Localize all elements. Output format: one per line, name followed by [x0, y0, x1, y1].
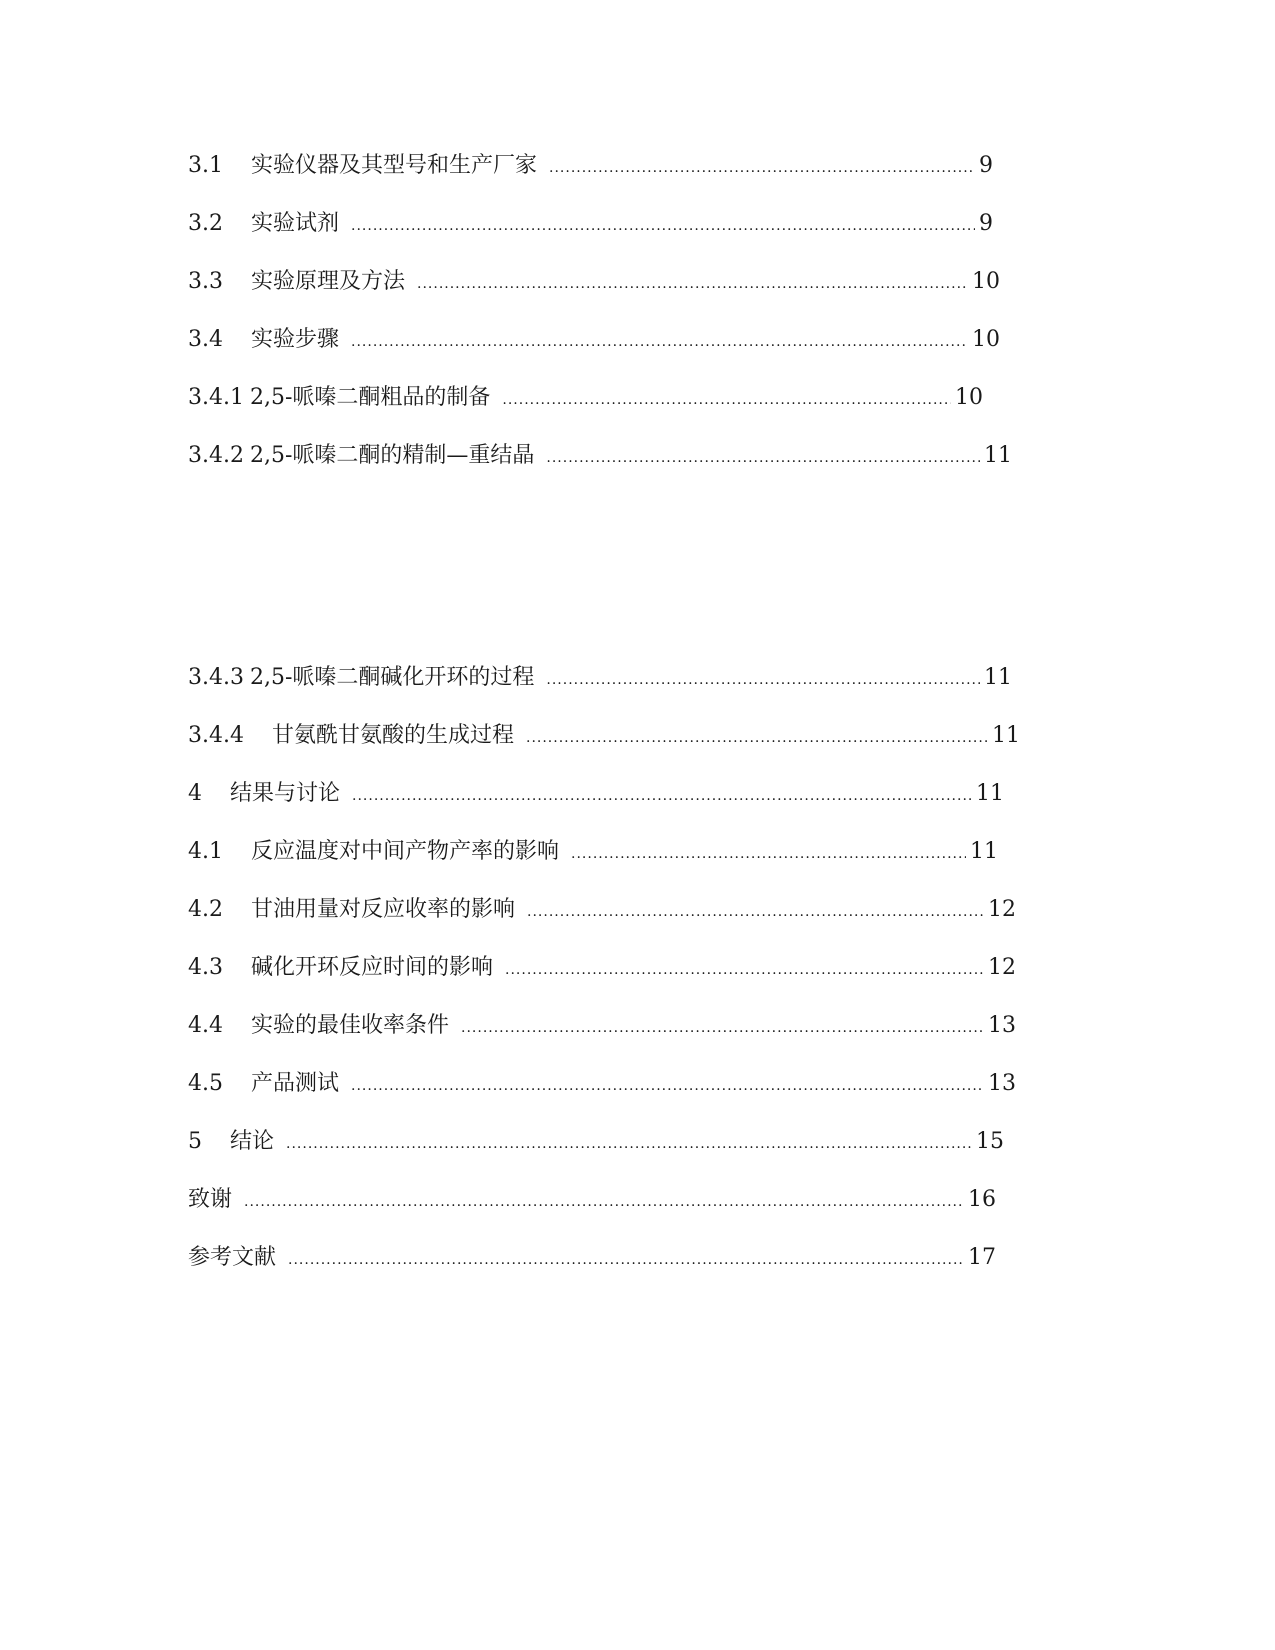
toc-entry[interactable] [188, 1058, 1016, 1098]
toc-entry-number: 3.4.1 [188, 385, 244, 410]
toc-entry[interactable] [188, 768, 1004, 808]
dot-leader [351, 333, 968, 351]
toc-entry-title: 结论 [230, 1129, 275, 1154]
dot-leader [288, 1251, 964, 1269]
dot-leader [571, 845, 966, 863]
toc-entry-page-number: 11 [976, 781, 1004, 806]
toc-entry-number: 4.2 [188, 897, 223, 922]
toc-entry-title: 结果与讨论 [230, 781, 341, 806]
toc-entry-title: 实验步骤 [251, 327, 340, 352]
toc-entry-number: 3.4.2 [188, 443, 244, 468]
dot-leader [527, 903, 984, 921]
toc-entry-page-number: 13 [988, 1013, 1016, 1038]
toc-entry-number: 3.4.3 [188, 665, 244, 690]
toc-entry-page-number: 16 [968, 1187, 996, 1212]
toc-entry-number: 4.5 [188, 1071, 223, 1096]
toc-entry-title: 参考文献 [188, 1245, 277, 1270]
toc-entry-page-number: 9 [979, 153, 993, 178]
toc-entry-title: 碱化开环反应时间的影响 [251, 955, 494, 980]
toc-entry-title: 2,5-哌嗪二酮的精制—重结晶 [249, 443, 535, 468]
toc-entry-title: 产品测试 [251, 1071, 340, 1096]
toc-entry-page-number: 12 [988, 897, 1016, 922]
toc-entry-number: 3.2 [188, 211, 223, 236]
toc-entry-number: 3.3 [188, 269, 223, 294]
dot-leader [352, 787, 972, 805]
toc-entry-page-number: 10 [972, 269, 1000, 294]
toc-entry[interactable] [188, 372, 983, 412]
dot-leader [546, 449, 980, 467]
toc-entry[interactable] [188, 942, 1016, 982]
toc-entry-page-number: 10 [972, 327, 1000, 352]
dot-leader [526, 729, 988, 747]
toc-entry-title: 甘油用量对反应收率的影响 [251, 897, 516, 922]
toc-entry-page-number: 10 [955, 385, 983, 410]
dot-leader [505, 961, 984, 979]
toc-entry-title: 实验仪器及其型号和生产厂家 [251, 153, 538, 178]
toc-entry[interactable] [188, 884, 1016, 924]
toc-entry[interactable] [188, 430, 1012, 470]
dot-leader [502, 391, 951, 409]
toc-entry-page-number: 11 [992, 723, 1020, 748]
toc-entry-number: 4.3 [188, 955, 223, 980]
toc-entry[interactable] [188, 1000, 1016, 1040]
toc-entry-page-number: 11 [984, 665, 1012, 690]
toc-entry-page-number: 9 [979, 211, 993, 236]
toc-entry[interactable] [188, 826, 998, 866]
toc-entry-number: 3.1 [188, 153, 223, 178]
dot-leader [351, 217, 975, 235]
toc-entry-number: 4 [188, 781, 202, 806]
toc-entry-number: 3.4.4 [188, 723, 244, 748]
toc-entry-page-number: 12 [988, 955, 1016, 980]
toc-entry-page-number: 11 [970, 839, 998, 864]
dot-leader [546, 671, 980, 689]
toc-entry[interactable] [188, 140, 993, 180]
toc-entry-number: 3.4 [188, 327, 223, 352]
dot-leader [461, 1019, 984, 1037]
dot-leader [286, 1135, 972, 1153]
toc-entry-page-number: 13 [988, 1071, 1016, 1096]
toc-entry-title: 致谢 [188, 1187, 233, 1212]
toc-entry[interactable] [188, 1116, 1004, 1156]
toc-entry[interactable] [188, 1174, 996, 1214]
toc-entry-title: 甘氨酰甘氨酸的生成过程 [271, 723, 514, 748]
toc-entry-number: 5 [188, 1129, 202, 1154]
toc-entry[interactable] [188, 1232, 996, 1272]
dot-leader [351, 1077, 984, 1095]
toc-entry[interactable] [188, 314, 1000, 354]
toc-entry-title: 实验试剂 [251, 211, 340, 236]
toc-entry[interactable] [188, 652, 1012, 692]
toc-entry-number: 4.1 [188, 839, 223, 864]
toc-entry-title: 实验的最佳收率条件 [251, 1013, 450, 1038]
toc-entry-page-number: 17 [968, 1245, 996, 1270]
toc-entry-title: 实验原理及方法 [251, 269, 406, 294]
dot-leader [549, 159, 975, 177]
toc-entry-title: 2,5-哌嗪二酮碱化开环的过程 [249, 665, 535, 690]
dot-leader [417, 275, 968, 293]
dot-leader [244, 1193, 964, 1211]
toc-entry-page-number: 15 [976, 1129, 1004, 1154]
toc-entry[interactable] [188, 710, 1020, 750]
toc-entry-title: 反应温度对中间产物产率的影响 [251, 839, 560, 864]
toc-entry[interactable] [188, 256, 1000, 296]
toc-entry-page-number: 11 [984, 443, 1012, 468]
toc-entry[interactable] [188, 198, 993, 238]
toc-entry-title: 2,5-哌嗪二酮粗品的制备 [249, 385, 491, 410]
toc-entry-number: 4.4 [188, 1013, 223, 1038]
